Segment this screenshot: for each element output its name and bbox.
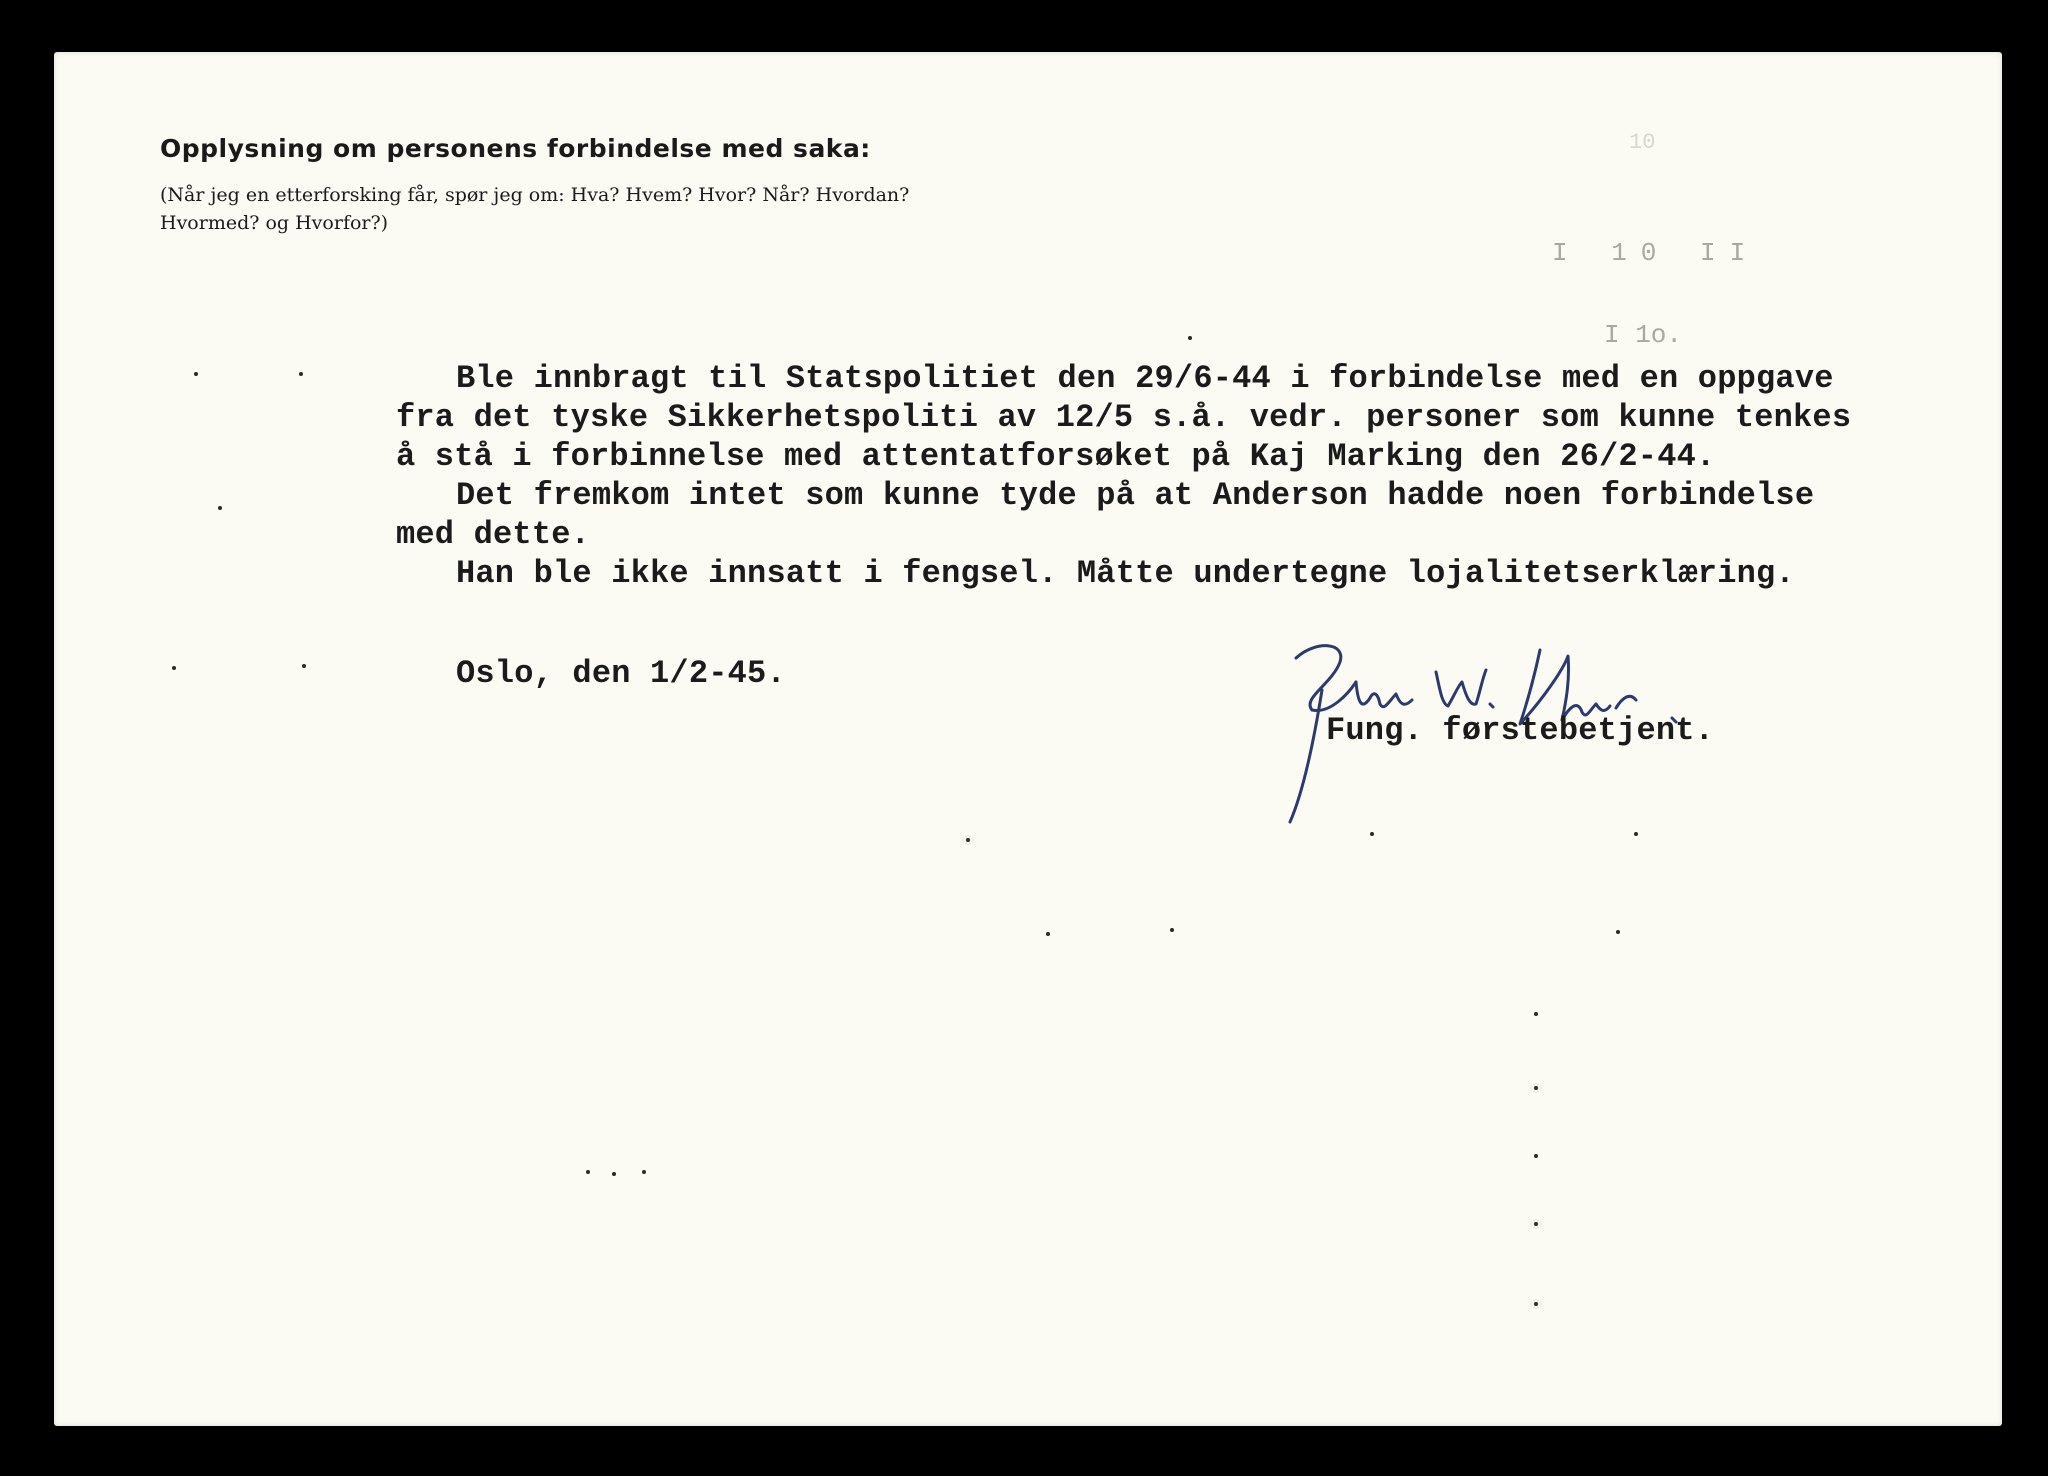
report-line: fra det tyske Sikkerhetspoliti av 12/5 s.å. vedr. personer som kunne tenkes xyxy=(396,399,1852,436)
ink-speck xyxy=(1370,832,1374,836)
form-heading: Opplysning om personens forbindelse med saka: xyxy=(160,134,871,163)
bleed-through-mark: I 10 II xyxy=(1552,238,1760,268)
report-line: med dette. xyxy=(396,516,591,553)
place-date: Oslo, den 1/2-45. xyxy=(456,655,786,692)
bleed-through-mark: I 1o. xyxy=(1604,320,1683,350)
ink-speck xyxy=(1046,932,1050,936)
ink-speck xyxy=(1534,1154,1538,1158)
ink-speck xyxy=(218,506,222,510)
report-line: Ble innbragt til Statspolitiet den 29/6-44 i forbindelse med en oppgave xyxy=(456,360,1834,397)
document-card xyxy=(54,52,2002,1426)
ink-speck xyxy=(1634,832,1638,836)
ink-speck xyxy=(612,1172,616,1176)
ink-speck xyxy=(1170,928,1174,932)
form-question: Hvormed? og Hvorfor?) xyxy=(160,212,389,234)
ink-speck xyxy=(1534,1302,1538,1306)
ink-speck xyxy=(1534,1086,1538,1090)
form-question: (Når jeg en etterforsking får, spør jeg om: Hva? Hvem? Hvor? Når? Hvordan? xyxy=(160,184,910,206)
ink-speck xyxy=(1616,930,1620,934)
bleed-through-mark: 10 xyxy=(1629,130,1656,155)
ink-speck xyxy=(1188,336,1192,340)
signer-title: Fung. førstebetjent. xyxy=(1326,712,1715,749)
report-line: Det fremkom intet som kunne tyde på at Anderson hadde noen forbindelse xyxy=(456,477,1815,514)
report-line: å stå i forbinnelse med attentatforsøket på Kaj Marking den 26/2-44. xyxy=(396,438,1716,475)
ink-speck xyxy=(1534,1012,1538,1016)
ink-speck xyxy=(302,664,306,668)
ink-speck xyxy=(194,372,198,376)
ink-speck xyxy=(642,1170,646,1174)
ink-speck xyxy=(1534,1222,1538,1226)
ink-speck xyxy=(172,666,176,670)
report-line: Han ble ikke innsatt i fengsel. Måtte undertegne lojalitetserklæring. xyxy=(456,555,1795,592)
ink-speck xyxy=(586,1170,590,1174)
ink-speck xyxy=(299,372,303,376)
ink-speck xyxy=(966,838,970,842)
